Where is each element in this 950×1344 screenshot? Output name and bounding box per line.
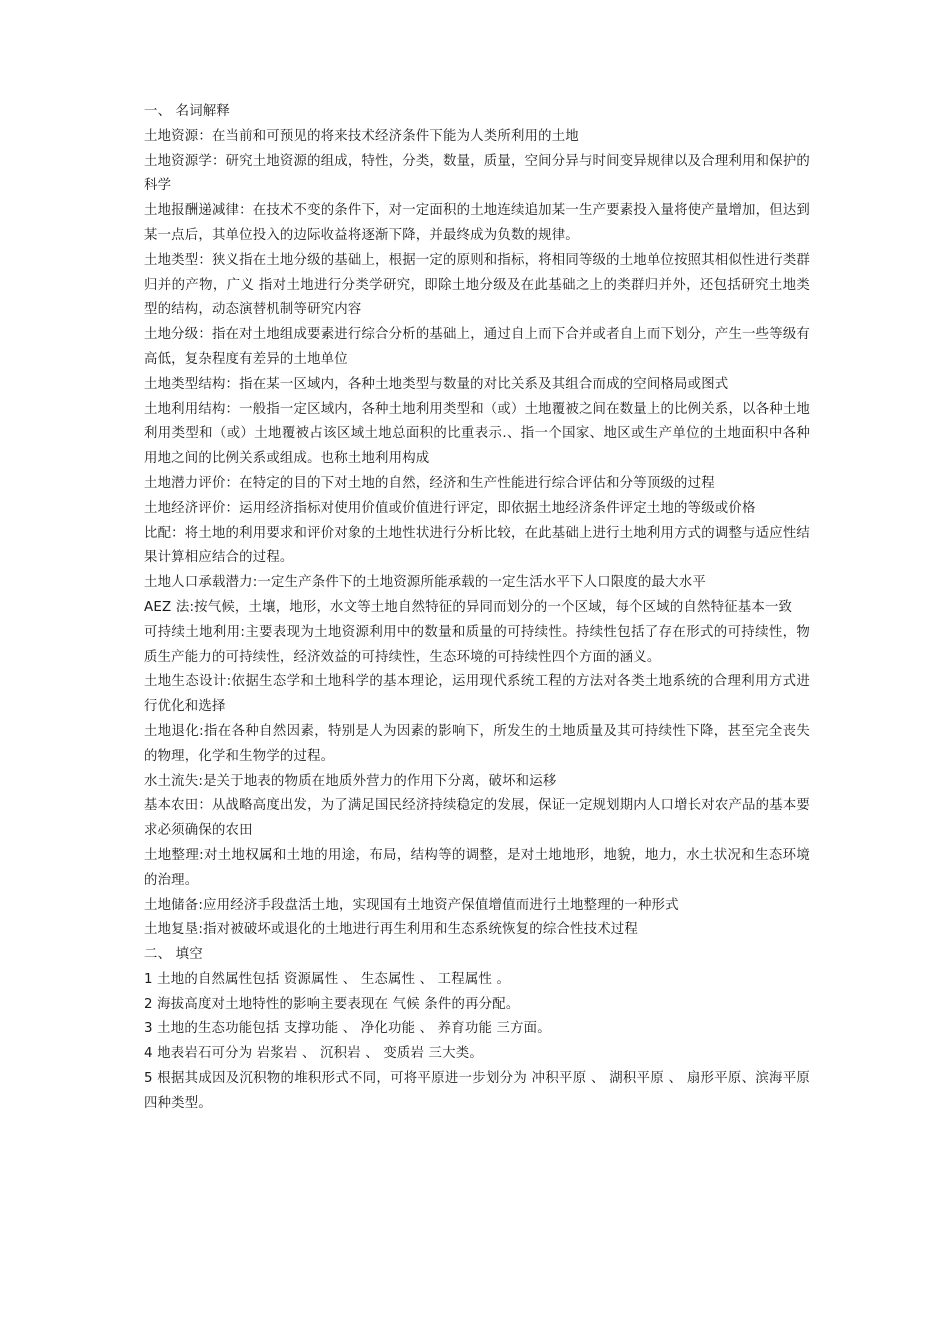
definition-item: 土地利用结构：一般指一定区域内，各种土地利用类型和（或）土地覆被之间在数量上的比例关系，以各种土地利用类型和（或）土地覆被占该区域土地总面积的比重表示.、指一个国家、地区或生产单位的土地面积中各种用地之间的比例关系或组成。也称土地利用构成 xyxy=(144,401,810,467)
definition-item: 可持续土地利用:主要表现为土地资源利用中的数量和质量的可持续性。持续性包括了存在形式的可持续性，物质生产能力的可持续性，经济效益的可持续性，生态环境的可持续性四个方面的涵义。 xyxy=(144,624,810,665)
definitions-list xyxy=(144,125,810,943)
definition-item: 土地复垦:指对被破坏或退化的土地进行再生利用和生态系统恢复的综合性技术过程 xyxy=(144,922,638,938)
document-page xyxy=(144,100,810,1117)
definition-item: 土地储备:应用经济手段盘活土地，实现国有土地资产保值增值而进行土地整理的一种形式 xyxy=(144,897,679,913)
definition-item: 土地整理:对土地权属和土地的用途，布局，结构等的调整，是对土地地形，地貌，地力，水土状况和生态环境的治理。 xyxy=(144,847,810,888)
definition-item: 土地经济评价：运用经济指标对使用价值或价值进行评定，即依据土地经济条件评定土地的等级或价格 xyxy=(144,500,756,516)
fill-in-list xyxy=(144,968,810,1117)
definition-item: 土地退化:指在各种自然因素，特别是人为因素的影响下，所发生的土地质量及其可持续性下降，甚至完全丧失的物理，化学和生物学的过程。 xyxy=(144,723,810,764)
definition-item: 比配：将土地的利用要求和评价对象的土地性状进行分析比较，在此基础上进行土地利用方式的调整与适应性结果计算相应结合的过程。 xyxy=(144,525,810,566)
definition-item: 土地潜力评价：在特定的目的下对土地的自然，经济和生产性能进行综合评估和分等顶级的过程 xyxy=(144,475,715,491)
definition-item: 土地分级：指在对土地组成要素进行综合分析的基础上，通过自上而下合并或者自上而下划分，产生一些等级有高低，复杂程度有差异的土地单位 xyxy=(144,327,810,367)
definition-item: 基本农田：从战略高度出发，为了满足国民经济持续稳定的发展，保证一定规划期内人口增长对农产品的基本要求必须确保的农田 xyxy=(144,798,810,839)
definition-item: 水土流失:是关于地表的物质在地质外营力的作用下分离，破坏和运移 xyxy=(144,773,557,789)
section-heading-definitions: 一、 名词解释 xyxy=(144,104,230,119)
fill-in-item: 2 海拔高度对土地特性的影响主要表现在 气候 条件的再分配。 xyxy=(144,996,520,1012)
definition-item: 土地类型结构：指在某一区域内，各种土地类型与数量的对比关系及其组合而成的空间格局或图式 xyxy=(144,376,729,392)
definition-item: 土地类型：狭义指在土地分级的基础上，根据一定的原则和指标，将相同等级的土地单位按照其相似性进行类群归并的产物，广义 指对土地进行分类学研究，即除土地分级及在此基础之上的类群归并外，还包括研究土地类型的结构，动态演替机制等研究内容 xyxy=(144,252,810,318)
fill-in-item: 1 土地的自然属性包括 资源属性 、 生态属性 、 工程属性 。 xyxy=(144,971,511,987)
definition-item: AEZ 法:按气候，土壤，地形，水文等土地自然特征的异同而划分的一个区域，每个区域的自然特征基本一致 xyxy=(144,599,793,615)
fill-in-item: 5 根据其成因及沉积物的堆积形式不同，可将平原进一步划分为 冲积平原 、 湖积平原 、 扇形平原、滨海平原 四种类型。 xyxy=(144,1071,810,1111)
fill-in-item: 3 土地的生态功能包括 支撑功能 、 净化功能 、 养育功能 三方面。 xyxy=(144,1021,551,1037)
definition-item: 土地人口承载潜力:一定生产条件下的土地资源所能承载的一定生活水平下人口限度的最大水平 xyxy=(144,575,706,591)
definition-item: 土地报酬递减律：在技术不变的条件下，对一定面积的土地连续追加某一生产要素投入量将使产量增加，但达到某一点后，其单位投入的边际收益将逐渐下降，并最终成为负数的规律。 xyxy=(144,203,810,243)
fill-in-item: 4 地表岩石可分为 岩浆岩 、 沉积岩 、 变质岩 三大类。 xyxy=(144,1046,483,1062)
definition-item: 土地资源：在当前和可预见的将来技术经济条件下能为人类所利用的土地 xyxy=(144,128,579,144)
definition-item: 土地资源学：研究土地资源的组成，特性，分类，数量，质量，空间分异与时间变异规律以及合理利用和保护的科学 xyxy=(144,153,810,194)
definition-item: 土地生态设计:依据生态学和土地科学的基本理论，运用现代系统工程的方法对各类土地系统的合理利用方式进行优化和选择 xyxy=(144,674,810,715)
section-heading-fill-in: 二、 填空 xyxy=(144,947,203,963)
